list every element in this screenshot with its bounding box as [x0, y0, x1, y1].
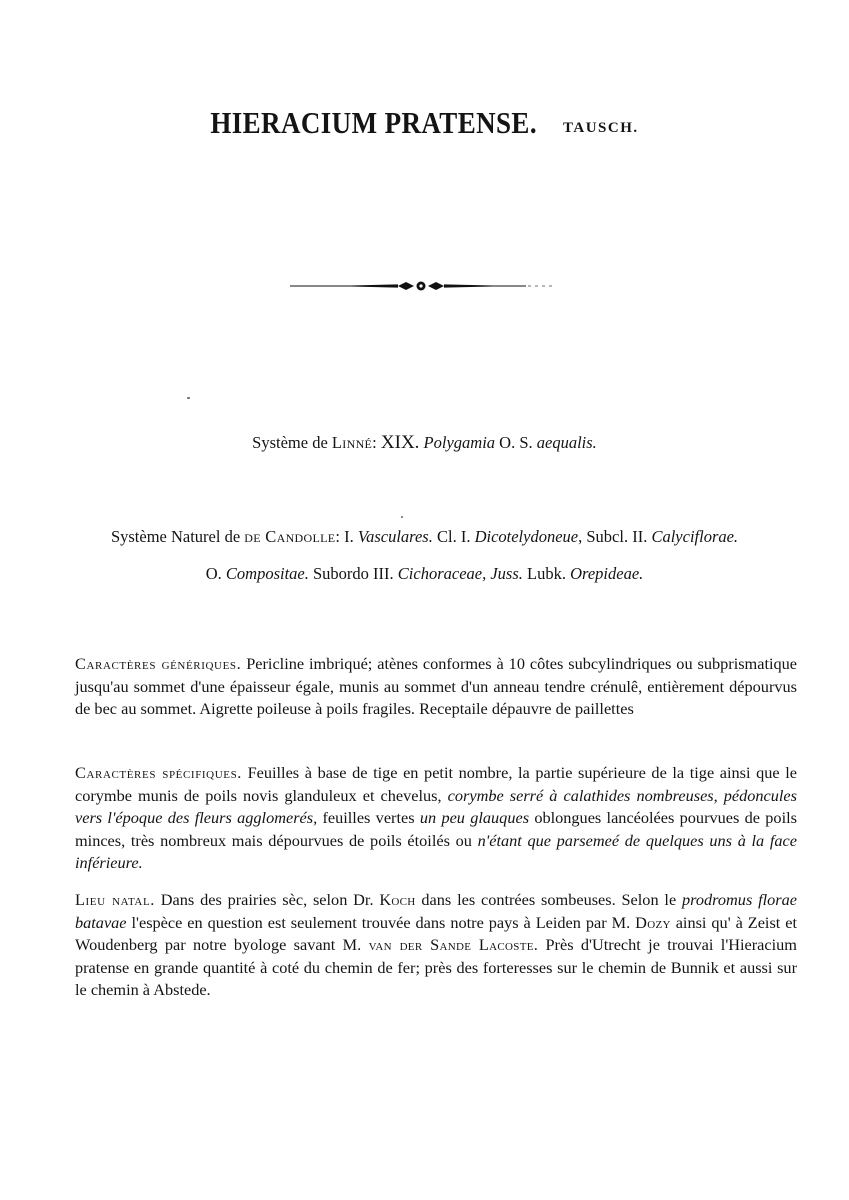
- paper-speck: [401, 516, 403, 518]
- habitat-koch: Koch: [379, 890, 416, 909]
- title-block: [0, 108, 849, 139]
- specific-characters-paragraph: [75, 762, 797, 875]
- habitat-paragraph: [75, 889, 797, 1002]
- candolle-tribus-name: Orepideae.: [570, 564, 644, 583]
- linne-classis: XIX.: [380, 432, 420, 453]
- specific-heading: Caractères spécifiques.: [75, 763, 242, 782]
- linne-ordo-genus: Polygamia: [423, 433, 496, 452]
- ornament-divider: [290, 277, 552, 295]
- candolle-ordo-line: [0, 564, 849, 584]
- candolle-subordo-auth: Juss.: [490, 564, 523, 583]
- candolle-classis: Cl. I.: [436, 527, 471, 546]
- specific-italic-1: corymbe serré à calathides nombreuses, pédoncules vers l'époque des fleurs agglomerés,: [75, 785, 797, 827]
- habitat-text-4: ainsi qu' à Zeist et Woudenberg par notre byologe savant M.: [75, 912, 798, 954]
- candolle-ordo-name: Compositae.: [225, 564, 309, 583]
- candolle-subclassis: , Subcl. II.: [578, 527, 648, 546]
- specific-text-1: Feuilles à base de tige en petit nombre, la partie supérieure de la tige ainsi que le corymbe munis de poils novis glanduleux et chevelus,: [75, 763, 797, 805]
- candolle-tribus-auth: Lubk.: [527, 564, 566, 583]
- candolle-divisio-name: Vasculares.: [357, 527, 433, 546]
- candolle-divisio: I.: [344, 527, 354, 546]
- specific-text-2: feuilles vertes: [322, 808, 415, 827]
- generic-characters-paragraph: [75, 653, 797, 721]
- habitat-italic-1: prodromus florae batavae: [75, 890, 797, 932]
- candolle-subordo-name: Cichoraceae,: [397, 564, 487, 583]
- page-title: HIERACIUM PRATENSE.: [210, 106, 537, 140]
- candolle-subordo-num: III.: [373, 564, 394, 583]
- habitat-text-3: l'espèce en question est seulement trouvée dans notre pays à Leiden par M.: [131, 912, 631, 932]
- candolle-system-line: Système Naturel de de Candolle: I. Vasculares. Cl. I. Dicotelydoneue, Subcl. II. Calyciflorae.: [110, 527, 739, 546]
- linne-ordo: O. S.: [499, 433, 533, 452]
- candolle-classis-name: Dicotelydoneue: [474, 527, 579, 546]
- specific-italic-2: un peu glauques: [419, 808, 530, 827]
- generic-heading: Caractères génériques.: [75, 654, 242, 673]
- candolle-name: de Candolle: [244, 527, 336, 546]
- habitat-heading: Lieu natal.: [75, 890, 155, 909]
- habitat-text-2: dans les contrées sombeuses. Selon le: [421, 890, 677, 909]
- candolle-subordo: Subordo: [313, 564, 369, 583]
- candolle-label: Système Naturel de: [110, 527, 241, 546]
- paper-speck: [187, 397, 190, 399]
- generic-text: Pericline imbriqué; atènes conformes à 10 côtes subcylindriques ou subprismatique jusqu'au sommet d'une épaisseur égale, munis au sommet d'un anneau tendre crénulê, entièrement dépourvus de bec au sommet. Aigrette poileuse à poils fragiles. Receptaile dépauvre de paillettes: [75, 654, 797, 718]
- habitat-sande: van der Sande Lacoste.: [368, 935, 539, 954]
- linne-label: Système de: [252, 433, 328, 452]
- specific-text-3: oblongues lancéolées pourvues de poils minces, très nombreux mais dépourvues de poils étoilés ou: [75, 808, 797, 850]
- linne-name: Linné: [331, 433, 373, 452]
- linne-ordo-species: aequalis.: [536, 433, 597, 452]
- specific-italic-3: n'étant que parsemeé de quelques uns à la face inférieure.: [75, 830, 798, 872]
- candolle-subclassis-name: Calyciflorae.: [651, 527, 739, 546]
- linne-system-line: Système de Linné: XIX. Polygamia O. S. aequalis.: [252, 432, 597, 453]
- habitat-dozy: Dozy: [635, 912, 671, 932]
- candolle-ordo: O.: [205, 564, 222, 583]
- habitat-text-1: Dans des prairies sèc, selon Dr.: [160, 890, 374, 909]
- habitat-text-5: Près d'Utrecht je trouvai l'Hieracium pratense en grande quantité à coté du chemin de fer; près des forteresses sur le chemin de Bunnik et aussi sur le chemin à Abstede.: [75, 935, 797, 999]
- author-name: TAUSCH.: [562, 120, 639, 136]
